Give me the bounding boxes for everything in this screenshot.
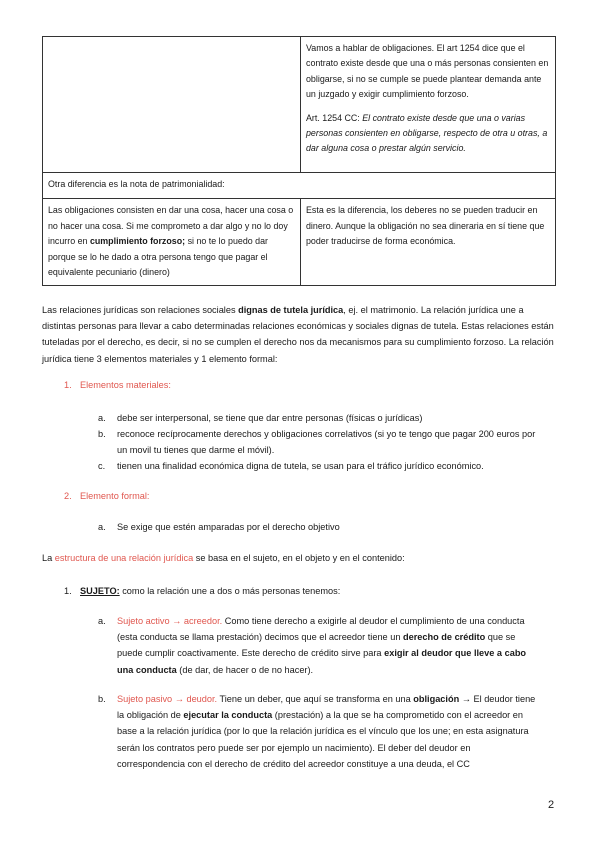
subheading-run: Sujeto pasivo → deudor.: [117, 694, 218, 704]
list-text: debe ser interpersonal, se tiene que dar entre personas (físicas o jurídicas): [117, 413, 423, 423]
text-run: , ej. el matrimonio. La relación jurídica une a distintas personas para llevar a cabo determinadas relaciones económicas y sociales dignas de tutela. Estas relaciones están tuteladas por el derecho, es decir, si no se cumplen el derecho nos da mecanismos para su cumplimiento forzoso. La relación jurídica tiene 3 elementos materiales y 1 elemento formal:: [42, 305, 554, 364]
table-row: [43, 37, 556, 173]
text-run: Como tiene derecho a exigirle al deudor el cumplimiento de una conducta (esta conducta se llama prestación) decimos que el acreedor tiene un: [117, 616, 525, 643]
text-run: La: [42, 553, 55, 563]
list-text: reconoce recíprocamente derechos y obligaciones correlativos (si yo te tengo que pagar 200 euros por un movil tu tienes que darme el móvil).: [117, 429, 536, 456]
table-cell: [43, 199, 301, 286]
list-item: [98, 426, 538, 458]
list-item: [98, 458, 538, 474]
estructura-paragraph: [42, 550, 558, 566]
table-cell: [301, 37, 556, 173]
sujeto-label: SUJETO:: [80, 586, 120, 596]
sujeto-heading: [64, 583, 340, 599]
intro-paragraph: [42, 302, 558, 367]
bold-run: obligación: [413, 694, 460, 704]
citation-label: Art. 1254 CC:: [306, 112, 363, 123]
list-letter: b.: [98, 429, 106, 439]
text-run: (prestación) a la que se ha comprometido con el acreedor en base a la relación jurídica (por lo que la relación jurídica es el vínculo que los une; en esta asignatura serán los contratos pero puede ser por ejemplo un nacimiento). El deber del deudor en correspondencia con el derecho de crédito del acreedor constituye a una deuda, el CC: [117, 710, 529, 769]
section-heading-formal: [64, 488, 149, 504]
list-letter: c.: [98, 461, 106, 471]
bold-run: exigir al deudor que lleve a cabo una conducta: [117, 648, 527, 675]
text-run: se basa en el sujeto, en el objeto y en el contenido:: [193, 553, 405, 563]
bold-run: dignas de tutela jurídica: [238, 305, 344, 315]
table-cell-merged: Otra diferencia es la nota de patrimonialidad:: [43, 173, 556, 199]
section-number: 2.: [64, 491, 72, 501]
text-run: Las relaciones jurídicas son relaciones sociales: [42, 305, 239, 315]
cell-bold-text: cumplimiento forzoso;: [89, 236, 186, 247]
citation-text: El contrato existe desde que una o varias personas consienten en obligarse, respecto de otra u otras, a dar alguna cosa o prestar algún servicio.: [306, 112, 548, 154]
cell-paragraph: Vamos a hablar de obligaciones. El art 1254 dice que el contrato existe desde que una o más personas consienten en obligarse, si no se cumple se puede plantear demanda ante un juzgado y exigir cumplimiento forzoso.: [306, 43, 549, 100]
list-letter: b.: [98, 694, 106, 704]
text-run: como la relación une a dos o más personas tenemos:: [119, 586, 341, 596]
text-run: Tiene un deber, que aquí se transforma en una: [217, 694, 414, 704]
table-cell: Esta es la diferencia, los deberes no se pueden traducir en dinero. Aunque la obligación no sea dineraria en sí tiene que poder traducirse de forma económica.: [301, 199, 556, 286]
bold-run: derecho de crédito: [403, 632, 486, 643]
notes-table: [42, 36, 556, 286]
cell-text: Las obligaciones consisten en dar una cosa, hacer una cosa o no hacer una cosa. Si me comprometo a dar algo y no lo doy incurro en: [48, 205, 294, 247]
table-cell-empty: [43, 37, 301, 173]
list-letter: a.: [98, 413, 106, 423]
page-number: 2: [548, 799, 555, 811]
text-run: (de dar, de hacer o de no hacer).: [176, 664, 314, 675]
list-item: [98, 519, 538, 535]
section-title: Elementos materiales:: [80, 380, 171, 390]
section-title: Elemento formal:: [80, 491, 150, 501]
subheading-run: Sujeto activo → acreedor.: [117, 616, 223, 626]
list-letter: a.: [98, 522, 106, 532]
list-text: Se exige que estén amparadas por el derecho objetivo: [117, 522, 340, 532]
text-run: → El deudor tiene la obligación de: [117, 694, 536, 721]
cell-text: si no te lo puedo dar porque se lo he dado a otra persona tengo que pagar el equivalente pecuniario (dinero): [48, 236, 269, 278]
section-number: 1.: [64, 380, 72, 390]
list-item: [98, 410, 538, 426]
list-letter: a.: [98, 616, 106, 626]
sujeto-pasivo-item: [98, 691, 538, 772]
bold-run: ejecutar la conducta: [183, 710, 273, 721]
text-run: que se puede cumplir coactivamente. Este derecho de crédito sirve para: [117, 632, 516, 659]
list-text: tienen una finalidad económica digna de tutela, se usan para el tráfico jurídico económico.: [117, 461, 484, 471]
section-number: 1.: [64, 586, 72, 596]
table-row: [43, 173, 556, 199]
highlight-run: estructura de una relación jurídica: [54, 553, 194, 563]
sujeto-activo-item: [98, 613, 538, 678]
table-row: [43, 199, 556, 286]
cell-paragraph-citation: [306, 111, 550, 157]
section-heading-materiales: [64, 377, 171, 393]
